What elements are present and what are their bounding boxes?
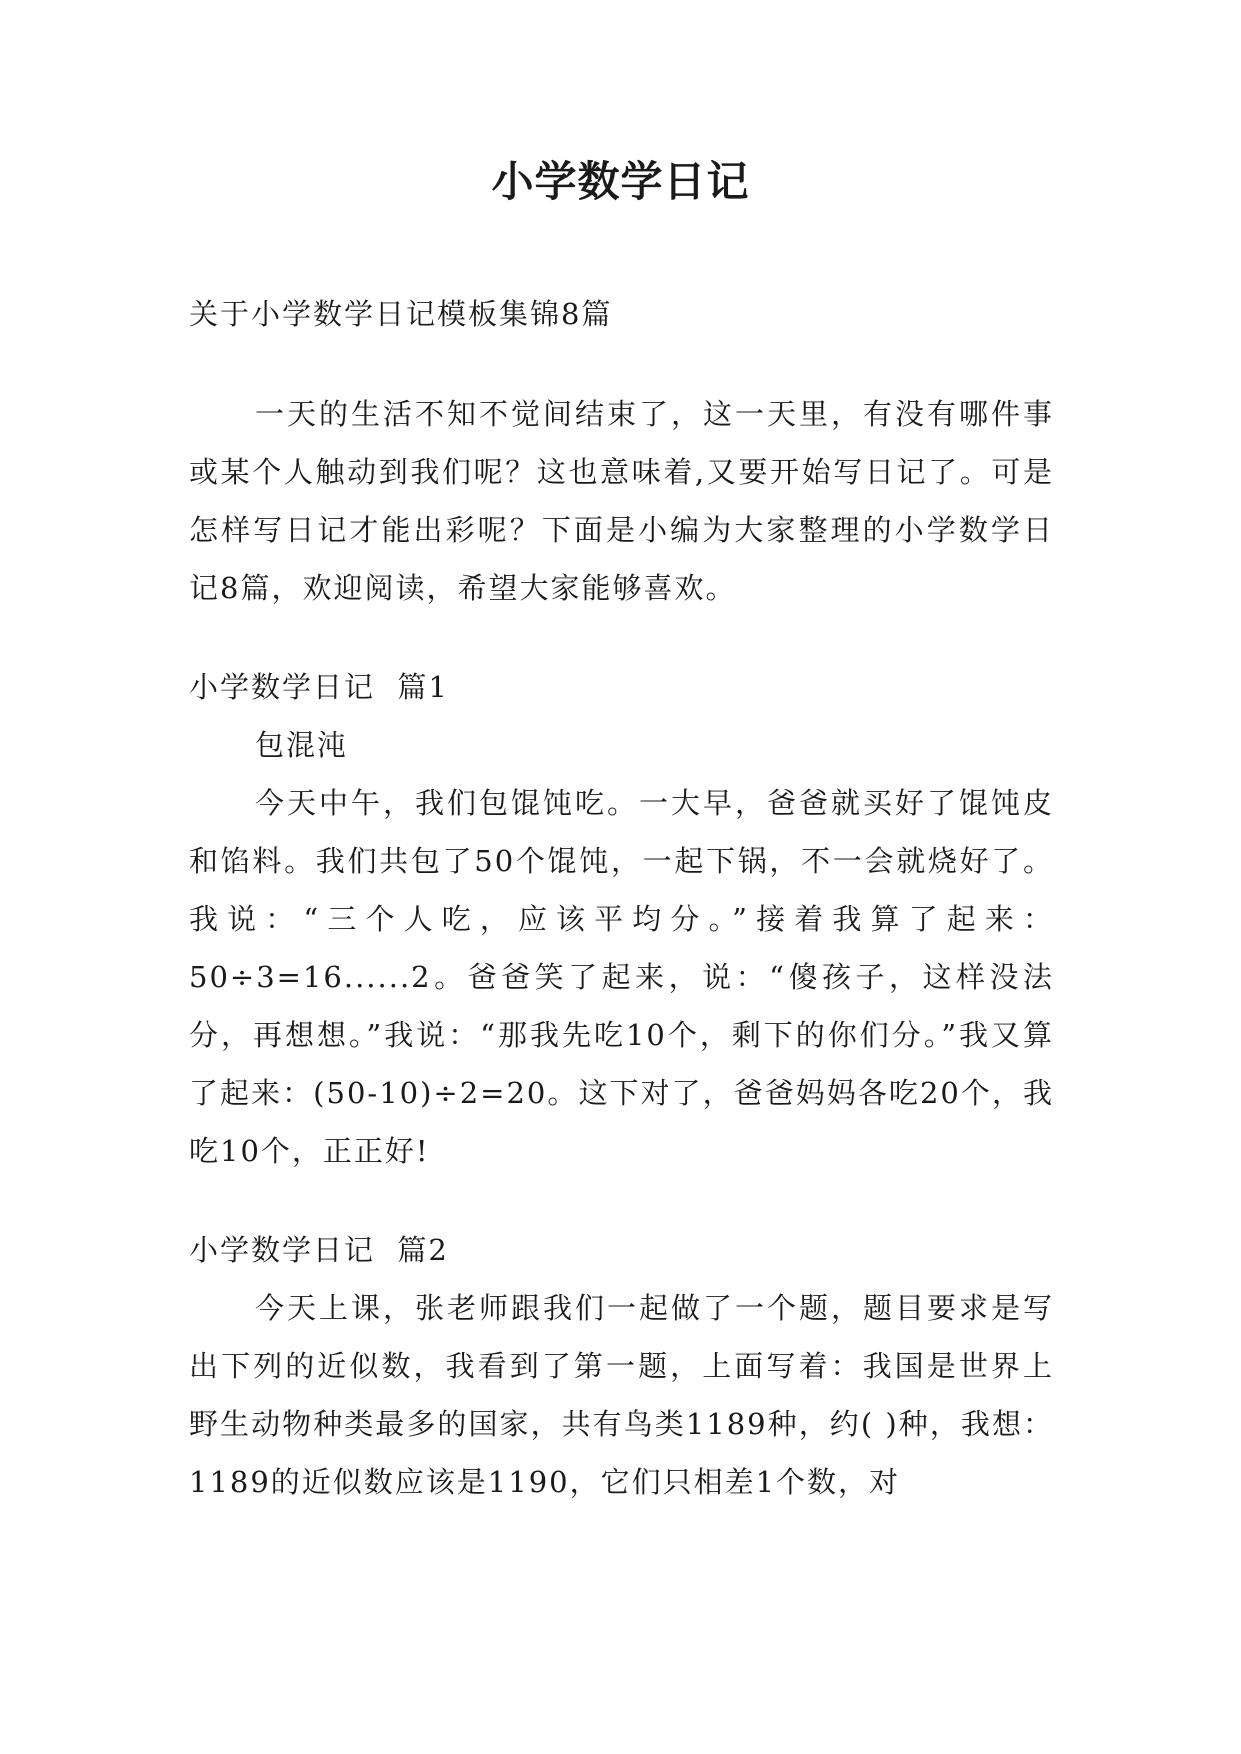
section-heading: 小学数学日记 篇1 bbox=[189, 670, 449, 704]
document-subtitle: 关于小学数学日记模板集锦8篇 bbox=[189, 297, 613, 331]
intro-paragraph: 一天的生活不知不觉间结束了，这一天里，有没有哪件事或某个人触动到我们呢？这也意味着,又要开始写日记了。可是怎样写日记才能出彩呢？下面是小编为大家整理的小学数学日记8篇，欢迎阅读，希望大家能够喜欢。 bbox=[189, 397, 1054, 605]
section-2 bbox=[189, 1221, 1054, 1511]
document-title: 小学数学日记 bbox=[491, 157, 750, 206]
section-heading: 小学数学日记 篇2 bbox=[189, 1233, 449, 1267]
section-subheading: 包混沌 bbox=[255, 728, 349, 762]
document-body bbox=[189, 285, 1054, 1511]
section-paragraph: 今天中午，我们包馄饨吃。一大早，爸爸就买好了馄饨皮和馅料。我们共包了50个馄饨，一起下锅，不一会就烧好了。我说：“三个人吃，应该平均分。”接着我算了起来：50÷3=16......2。爸爸笑了起来，说：“傻孩子，这样没法分，再想想。”我说：“那我先吃10个，剩下的你们分。”我又算了起来：(50-10)÷2=20。这下对了，爸爸妈妈各吃20个，我吃10个，正正好! bbox=[189, 786, 1054, 1168]
section-paragraph: 今天上课，张老师跟我们一起做了一个题，题目要求是写出下列的近似数，我看到了第一题，上面写着：我国是世界上野生动物种类最多的国家，共有鸟类1189种，约( )种，我想：1189的近似数应该是1190，它们只相差1个数，对 bbox=[189, 1291, 1054, 1499]
section-1 bbox=[189, 658, 1054, 1180]
